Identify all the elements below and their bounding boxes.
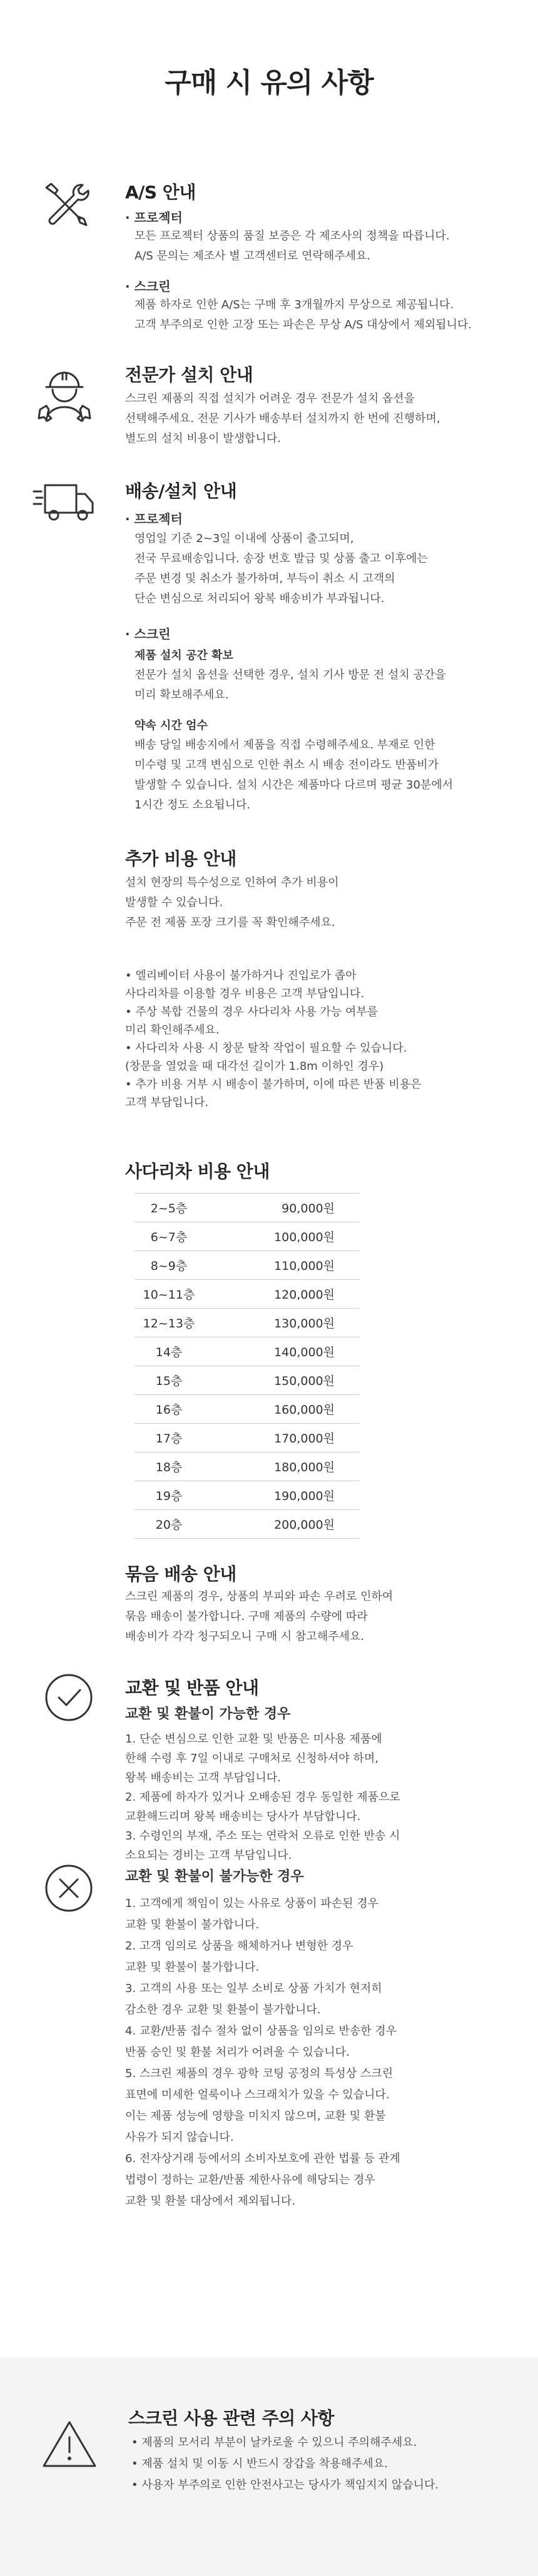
ladder-price: 180,000원 — [203, 1452, 360, 1481]
ladder-fee-table — [134, 1193, 360, 1539]
warning-triangle-icon — [41, 2418, 98, 2468]
ladder-row — [134, 1222, 360, 1251]
ladder-floor: 10~11층 — [134, 1280, 203, 1309]
install-body: 스크린 제품의 직접 설치가 어려운 경우 전문가 설치 옵션을 선택해주세요. 전문 기사가 배송부터 설치까지 한 번에 진행하며, 별도의 설치 비용이 발생합니다. — [125, 392, 440, 445]
delivery-projector-body: 영업일 기준 2~3일 이내에 상품이 출고되며, 전국 무료배송입니다. 송장 번호 발급 및 상품 출고 이후에는 주문 변경 및 취소가 불가하며, 부득이 취소 시 고객의 단순 변심으로 처리되어 왕복 배송비가 부과됩니다. — [134, 532, 428, 605]
check-circle-icon — [44, 1673, 94, 1723]
as-title: A/S 안내 — [125, 182, 196, 203]
ladder-row — [134, 1280, 360, 1309]
exchange-possible-title: 교환 및 환불이 가능한 경우 — [125, 1706, 291, 1722]
install-title: 전문가 설치 안내 — [125, 365, 253, 385]
ladder-price: 120,000원 — [203, 1280, 360, 1309]
caution-title: 스크린 사용 관련 주의 사항 — [128, 2408, 335, 2428]
ladder-price: 140,000원 — [203, 1337, 360, 1366]
as-screen-body: 제품 하자로 인한 A/S는 구매 후 3개월까지 무상으로 제공됩니다. 고객 부주의로 인한 고장 또는 파손은 무상 A/S 대상에서 제외됩니다. — [134, 298, 472, 331]
bundle-title: 묶음 배송 안내 — [125, 1564, 236, 1584]
ladder-price: 200,000원 — [203, 1510, 360, 1539]
ladder-floor: 14층 — [134, 1337, 203, 1366]
ladder-floor: 16층 — [134, 1395, 203, 1424]
ladder-row — [134, 1424, 360, 1452]
delivery-time-body: 배송 당일 배송지에서 제품을 직접 수령해주세요. 부재로 인한 미수령 및 고객 변심으로 인한 취소 시 배송 전이라도 반품비가 발생할 수 있습니다. 설치 시간은 제품마다 다르며 평균 30분에서 1시간 정도 소요됩니다. — [134, 738, 454, 812]
ladder-floor: 8~9층 — [134, 1251, 203, 1280]
ladder-title: 사다리차 비용 안내 — [125, 1161, 270, 1182]
ladder-floor: 19층 — [134, 1481, 203, 1510]
ladder-row — [134, 1337, 360, 1366]
caution-body: • 제품의 모서리 부분이 날카로울 수 있으니 주의해주세요. • 제품 설치 및 이동 시 반드시 장갑을 착용해주세요. • 사용자 부주의로 인한 안전사고는 당사가 책임지지 않습니다. — [131, 2436, 439, 2492]
ladder-price: 190,000원 — [203, 1481, 360, 1510]
exchange-title: 교환 및 반품 안내 — [125, 1678, 259, 1698]
ladder-price: 150,000원 — [203, 1366, 360, 1395]
ladder-floor: 18층 — [134, 1452, 203, 1481]
ladder-row — [134, 1309, 360, 1337]
as-screen-title: · 스크린 — [125, 279, 171, 294]
delivery-projector-title: · 프로젝터 — [125, 511, 183, 526]
page-title: 구매 시 유의 사항 — [165, 67, 373, 99]
as-projector-body: 모든 프로젝터 상품의 품질 보증은 각 제조사의 정책을 따릅니다. A/S 문의는 제조사 별 고객센터로 연락해주세요. — [134, 229, 450, 263]
truck-icon — [33, 480, 95, 524]
ladder-row — [134, 1481, 360, 1510]
exchange-impossible-title: 교환 및 환불이 불가능한 경우 — [125, 1869, 304, 1884]
ladder-row — [134, 1366, 360, 1395]
delivery-screen-title: · 스크린 — [125, 626, 171, 641]
ladder-row — [134, 1251, 360, 1280]
as-projector-title: · 프로젝터 — [125, 210, 183, 225]
ladder-price: 160,000원 — [203, 1395, 360, 1424]
ladder-row — [134, 1452, 360, 1481]
x-circle-icon — [44, 1863, 94, 1913]
technician-icon — [38, 366, 91, 423]
extra-bullets: • 엘리베이터 사용이 불가하거나 진입로가 좁아 사다리차를 이용할 경우 비용은 고객 부담입니다. • 주상 복합 건물의 경우 사다리차 사용 가능 여부를 미리 확인해주세요. • 사다리차 사용 시 창문 탈착 작업이 필요할 수 있습니다. (창문을 열었을 때 대각선 길이가 1.8m 이하인 경우) • 추가 비용 거부 시 배송이 불가하며, 이에 따른 반품 비용은 고객 부담입니다. — [125, 969, 422, 1109]
extra-title: 추가 비용 안내 — [125, 848, 236, 869]
extra-body: 설치 현장의 특수성으로 인하여 추가 비용이 발생할 수 있습니다. 주문 전 제품 포장 크기를 꼭 확인해주세요. — [125, 876, 339, 929]
ladder-row — [134, 1510, 360, 1539]
ladder-floor: 12~13층 — [134, 1309, 203, 1337]
ladder-price: 170,000원 — [203, 1424, 360, 1452]
delivery-space-title: 제품 설치 공간 확보 — [134, 649, 233, 662]
ladder-row — [134, 1194, 360, 1222]
ladder-price: 90,000원 — [203, 1194, 360, 1222]
ladder-price: 130,000원 — [203, 1309, 360, 1337]
ladder-row — [134, 1395, 360, 1424]
ladder-floor: 15층 — [134, 1366, 203, 1395]
exchange-impossible-body: 1. 고객에게 책임이 있는 사유로 상품이 파손된 경우 교환 및 환불이 불가합니다. 2. 고객 임의로 상품을 해체하거나 변형한 경우 교환 및 환불이 불가합니다. 3. 고객의 사용 또는 일부 소비로 상품 가치가 현저히 감소한 경우 교환 및 환불이 불가합니다. 4. 교환/반품 접수 절차 없이 상품을 임의로 반송한 경우 반품 승인 및 환불 처리가 어려울 수 있습니다. 5. 스크린 제품의 경우 광학 코팅 공정의 특성상 스크린 표면에 미세한 얼룩이나 스크래치가 있을 수 있습니다. 이는 제품 성능에 영향을 미치지 않으며, 교환 및 환불 사유가 되지 않습니다. 6. 전자상거래 등에서의 소비자보호에 관한 법률 등 관계 법령이 정하는 교환/반품 제한사유에 해당되는 경우 교환 및 환불 대상에서 제외됩니다. — [125, 1897, 400, 2208]
exchange-possible-body: 1. 단순 변심으로 인한 교환 및 반품은 미사용 제품에 한해 수령 후 7일 이내로 구매처로 신청하셔야 하며, 왕복 배송비는 고객 부담입니다. 2. 제품에 하자가 있거나 오배송된 경우 동일한 제품으로 교환해드리며 왕복 배송비는 당사가 부담합니다. 3. 수령인의 부재, 주소 또는 연락처 오류로 인한 반송 시 소요되는 경비는 고객 부담입니다. — [125, 1733, 400, 1862]
delivery-time-title: 약속 시간 엄수 — [134, 719, 208, 732]
ladder-price: 110,000원 — [203, 1251, 360, 1280]
tools-icon — [39, 178, 91, 230]
ladder-floor: 17층 — [134, 1424, 203, 1452]
ladder-price: 100,000원 — [203, 1222, 360, 1251]
bundle-body: 스크린 제품의 경우, 상품의 부피와 파손 우려로 인하여 묶음 배송이 불가합니다. 구매 제품의 수량에 따라 배송비가 각각 청구되오니 구매 시 참고해주세요. — [125, 1590, 393, 1643]
ladder-floor: 2~5층 — [134, 1194, 203, 1222]
delivery-title: 배송/설치 안내 — [125, 481, 237, 501]
ladder-floor: 6~7층 — [134, 1222, 203, 1251]
delivery-space-body: 전문가 설치 옵션을 선택한 경우, 설치 기사 방문 전 설치 공간을 미리 확보해주세요. — [134, 668, 446, 702]
ladder-floor: 20층 — [134, 1510, 203, 1539]
